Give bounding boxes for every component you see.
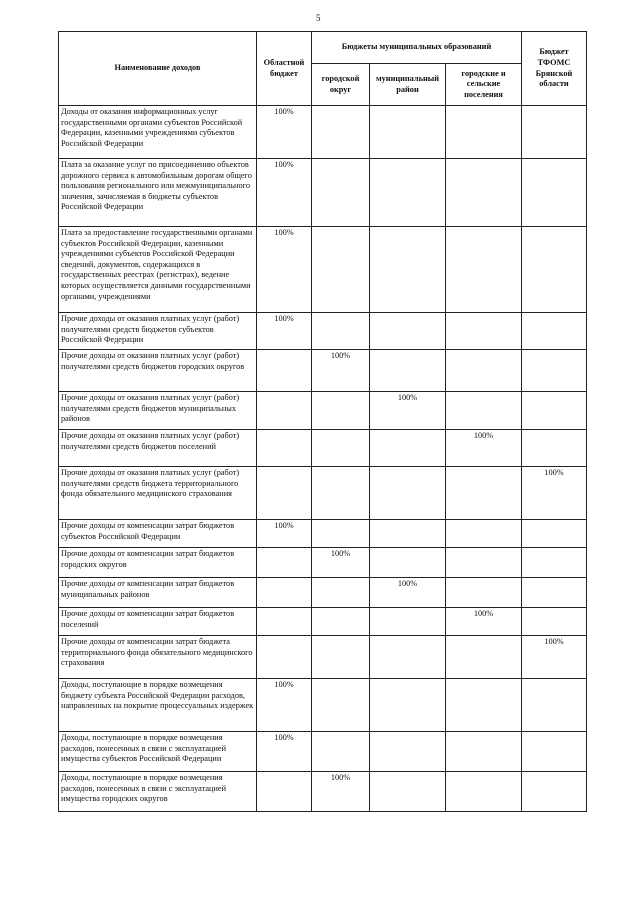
- table-row: [59, 732, 587, 772]
- header-city-district: городской округ: [312, 64, 370, 106]
- percent-cell: 100%: [257, 520, 312, 548]
- income-name-cell: Плата за оказание услуг по присоединению объектов дорожного сервиса к автомобильным дорогам общего пользования регионального или межмуниципального значения, зачисляемая в бюджеты субъектов Российской Федерации: [59, 159, 257, 227]
- percent-cell: 100%: [257, 159, 312, 227]
- percent-cell: [446, 772, 522, 812]
- percent-cell: [370, 608, 446, 636]
- percent-cell: [257, 608, 312, 636]
- percent-cell: 100%: [312, 548, 370, 578]
- percent-cell: [312, 106, 370, 159]
- percent-cell: [446, 159, 522, 227]
- table-row: [59, 772, 587, 812]
- income-name-cell: Доходы, поступающие в порядке возмещения расходов, понесенных в связи с эксплуатацией имущества субъектов Российской Федерации: [59, 732, 257, 772]
- percent-cell: [446, 106, 522, 159]
- income-name-cell: Прочие доходы от компенсации затрат бюджетов субъектов Российской Федерации: [59, 520, 257, 548]
- table-row: [59, 313, 587, 350]
- percent-cell: [446, 732, 522, 772]
- percent-cell: [370, 350, 446, 392]
- percent-cell: [370, 548, 446, 578]
- income-name-cell: Прочие доходы от оказания платных услуг (работ) получателями средств бюджетов городских округов: [59, 350, 257, 392]
- percent-cell: [522, 106, 587, 159]
- percent-cell: [312, 227, 370, 313]
- percent-cell: [522, 548, 587, 578]
- income-name-cell: Прочие доходы от компенсации затрат бюджетов муниципальных районов: [59, 578, 257, 608]
- percent-cell: 100%: [257, 679, 312, 732]
- percent-cell: [312, 467, 370, 520]
- income-name-cell: Прочие доходы от оказания платных услуг (работ) получателями средств бюджетов муниципальных районов: [59, 392, 257, 430]
- percent-cell: [522, 520, 587, 548]
- percent-cell: 100%: [312, 772, 370, 812]
- page-number: 5: [316, 13, 321, 23]
- table-row: [59, 578, 587, 608]
- percent-cell: [312, 679, 370, 732]
- percent-cell: [522, 679, 587, 732]
- percent-cell: [370, 520, 446, 548]
- percent-cell: [446, 679, 522, 732]
- table-row: [59, 548, 587, 578]
- percent-cell: [312, 578, 370, 608]
- percent-cell: [446, 313, 522, 350]
- table-row: [59, 636, 587, 679]
- percent-cell: [370, 772, 446, 812]
- percent-cell: [522, 608, 587, 636]
- percent-cell: [312, 636, 370, 679]
- percent-cell: [446, 520, 522, 548]
- percent-cell: [370, 679, 446, 732]
- percent-cell: 100%: [446, 430, 522, 467]
- percent-cell: [257, 772, 312, 812]
- percent-cell: [522, 227, 587, 313]
- percent-cell: [370, 467, 446, 520]
- header-income-name: Наименование доходов: [59, 32, 257, 106]
- percent-cell: [312, 520, 370, 548]
- table-row: [59, 159, 587, 227]
- percent-cell: [257, 636, 312, 679]
- percent-cell: [370, 732, 446, 772]
- percent-cell: [312, 732, 370, 772]
- percent-cell: 100%: [446, 608, 522, 636]
- percent-cell: 100%: [257, 313, 312, 350]
- table-row: [59, 520, 587, 548]
- income-name-cell: Прочие доходы от компенсации затрат бюджетов городских округов: [59, 548, 257, 578]
- table-row: [59, 679, 587, 732]
- percent-cell: 100%: [312, 350, 370, 392]
- header-tfoms-budget: Бюджет ТФОМС Брянской области: [522, 32, 587, 106]
- header-settlements: городские и сельские поселения: [446, 64, 522, 106]
- percent-cell: [257, 392, 312, 430]
- percent-cell: [370, 227, 446, 313]
- percent-cell: [257, 467, 312, 520]
- header-regional-budget: Областной бюджет: [257, 32, 312, 106]
- income-name-cell: Плата за предоставление государственными органами субъектов Российской Федерации, казенными учреждениями субъектов Российской Федерации сведений, документов, содержащихся в государственных реестрах (регистрах), ведение которых осуществляется данными государственными органами, учреждениями: [59, 227, 257, 313]
- percent-cell: [312, 608, 370, 636]
- percent-cell: [370, 636, 446, 679]
- header-municipal-budgets: Бюджеты муниципальных образований: [312, 32, 522, 64]
- percent-cell: [257, 350, 312, 392]
- table-row: [59, 227, 587, 313]
- percent-cell: [370, 313, 446, 350]
- percent-cell: [312, 392, 370, 430]
- percent-cell: [522, 578, 587, 608]
- percent-cell: [257, 548, 312, 578]
- table-row: [59, 430, 587, 467]
- percent-cell: [312, 430, 370, 467]
- percent-cell: 100%: [522, 636, 587, 679]
- percent-cell: [522, 159, 587, 227]
- percent-cell: [370, 106, 446, 159]
- table-row: [59, 467, 587, 520]
- header-municipal-district: муниципальный район: [370, 64, 446, 106]
- percent-cell: 100%: [257, 732, 312, 772]
- percent-cell: [446, 467, 522, 520]
- income-name-cell: Прочие доходы от оказания платных услуг (работ) получателями средств бюджетов субъектов Российской Федерации: [59, 313, 257, 350]
- percent-cell: [370, 159, 446, 227]
- percent-cell: [446, 636, 522, 679]
- percent-cell: [446, 578, 522, 608]
- percent-cell: [522, 732, 587, 772]
- percent-cell: [446, 350, 522, 392]
- table-row: [59, 608, 587, 636]
- percent-cell: [446, 548, 522, 578]
- percent-cell: 100%: [257, 227, 312, 313]
- percent-cell: [446, 227, 522, 313]
- percent-cell: [257, 430, 312, 467]
- percent-cell: 100%: [522, 467, 587, 520]
- income-name-cell: Прочие доходы от компенсации затрат бюджетов поселений: [59, 608, 257, 636]
- percent-cell: [312, 313, 370, 350]
- income-name-cell: Доходы от оказания информационных услуг государственными органами субъектов Российской Федерации, казенными учреждениями субъектов Российской Федерации: [59, 106, 257, 159]
- percent-cell: [522, 772, 587, 812]
- percent-cell: [370, 430, 446, 467]
- table-row: [59, 106, 587, 159]
- income-name-cell: Прочие доходы от оказания платных услуг (работ) получателями средств бюджета территориального фонда обязательного медицинского страхования: [59, 467, 257, 520]
- percent-cell: [446, 392, 522, 430]
- income-name-cell: Прочие доходы от оказания платных услуг (работ) получателями средств бюджетов поселений: [59, 430, 257, 467]
- income-distribution-table: [58, 31, 587, 812]
- percent-cell: [522, 350, 587, 392]
- table-row: [59, 392, 587, 430]
- income-name-cell: Прочие доходы от компенсации затрат бюджета территориального фонда обязательного медицинского страхования: [59, 636, 257, 679]
- percent-cell: 100%: [370, 392, 446, 430]
- percent-cell: [522, 392, 587, 430]
- percent-cell: [522, 430, 587, 467]
- percent-cell: [522, 313, 587, 350]
- percent-cell: 100%: [370, 578, 446, 608]
- income-name-cell: Доходы, поступающие в порядке возмещения бюджету субъекта Российской Федерации расходов, направленных на покрытие процессуальных издержек: [59, 679, 257, 732]
- percent-cell: [312, 159, 370, 227]
- percent-cell: [257, 578, 312, 608]
- income-name-cell: Доходы, поступающие в порядке возмещения расходов, понесенных в связи с эксплуатацией имущества городских округов: [59, 772, 257, 812]
- table-row: [59, 350, 587, 392]
- percent-cell: 100%: [257, 106, 312, 159]
